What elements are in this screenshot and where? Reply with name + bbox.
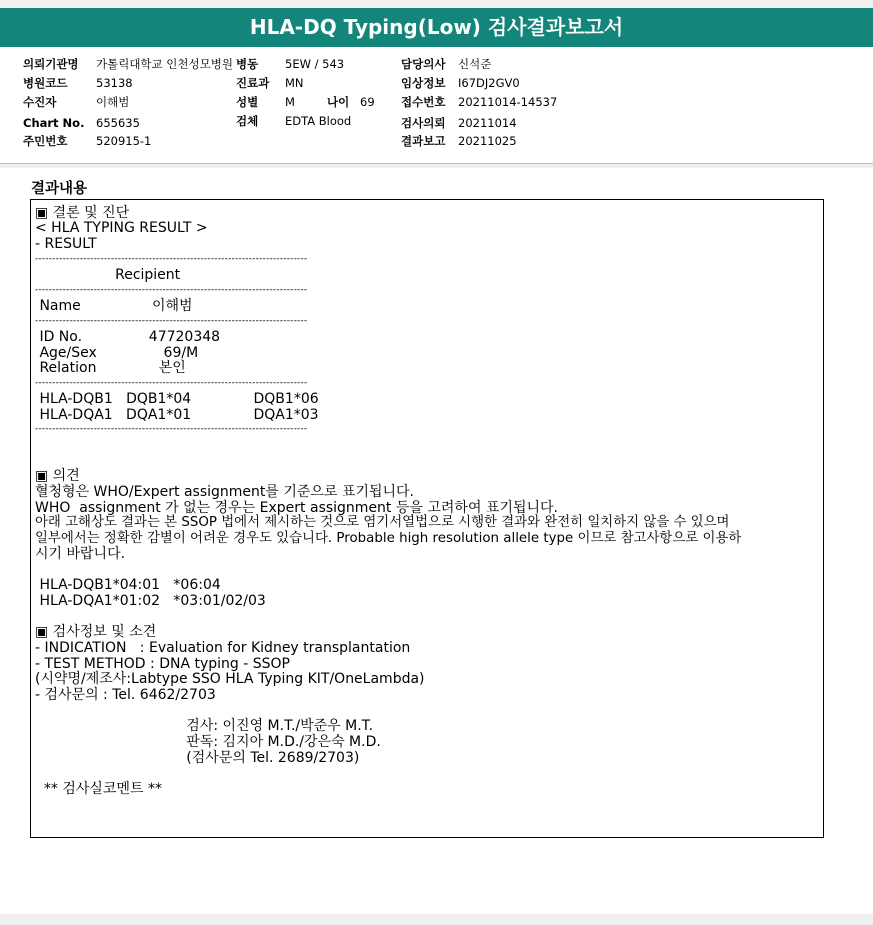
- id-row: ID No. 47720348: [35, 329, 221, 345]
- resident-no-value: 520915-1: [96, 134, 152, 148]
- divider: -------------------------------------------------------------------------------: [35, 285, 308, 295]
- divider: -------------------------------------------------------------------------------: [35, 316, 308, 326]
- report-title: HLA-DQ Typing(Low) 검사결과보고서: [0, 8, 873, 47]
- hospital-code-label: 병원코드: [23, 76, 68, 90]
- patient-label: 수진자: [23, 95, 57, 109]
- relation-row: Relation 본인: [35, 360, 186, 376]
- hla-dqa1-row: HLA-DQA1 DQA1*01 DQA1*03: [35, 407, 319, 423]
- specimen-value: EDTA Blood: [285, 114, 352, 128]
- department-label: 진료과: [236, 76, 270, 90]
- allele-dqb1-row: HLA-DQB1*04:01 *06:04: [35, 577, 221, 593]
- hospital-code-value: 53138: [96, 76, 133, 90]
- section-separator: [0, 164, 873, 168]
- reader-line: 판독: 김지아 M.D./강은숙 M.D.: [35, 734, 381, 750]
- reagent-line: (시약명/제조사:Labtype SSO HLA Typing KIT/OneLambda): [35, 671, 425, 687]
- ward-value: 5EW / 543: [285, 57, 345, 71]
- receipt-no-label: 접수번호: [401, 95, 446, 109]
- report-date-label: 결과보고: [401, 134, 446, 148]
- opinion-line: 아래 고해상도 결과는 본 SSOP 법에서 제시하는 것으로 염기서열법으로 시행한 결과와 완전히 일치하지 않을 수 있으며: [35, 515, 730, 530]
- divider: -------------------------------------------------------------------------------: [35, 378, 308, 388]
- hla-typing-result-heading: < HLA TYPING RESULT >: [35, 220, 208, 236]
- clinical-info-value: I67DJ2GV0: [458, 76, 520, 90]
- clinical-info-label: 임상정보: [401, 76, 446, 90]
- request-date-label: 검사의뢰: [401, 116, 446, 130]
- doctor-value: 신석준: [458, 57, 492, 71]
- doctor-label: 담당의사: [401, 57, 446, 71]
- opinion-line: WHO assignment 가 없는 경우는 Expert assignment 등을 고려하여 표기됩니다.: [35, 500, 558, 516]
- test-info-heading: ▣ 검사정보 및 소견: [35, 624, 157, 640]
- specimen-label: 검체: [236, 114, 259, 128]
- opinion-line: 일부에서는 정확한 감별이 어려운 경우도 있습니다. Probable high resolution allele type 이므로 참고사항으로 이용하: [35, 531, 742, 546]
- opinion-line: 시기 바랍니다.: [35, 546, 126, 562]
- chart-no-value: 655635: [96, 116, 140, 130]
- receipt-no-value: 20211014-14537: [458, 95, 558, 109]
- institution-value: 가톨릭대학교 인천성모병원: [96, 57, 233, 71]
- lab-comment-heading: ** 검사실코멘트 **: [35, 781, 162, 797]
- test-method-line: - TEST METHOD : DNA typing - SSOP: [35, 656, 290, 672]
- footer-strip: [0, 914, 873, 925]
- contact-line: (검사문의 Tel. 2689/2703): [35, 750, 360, 766]
- resident-no-label: 주민번호: [23, 134, 68, 148]
- divider: -------------------------------------------------------------------------------: [35, 254, 308, 264]
- examiner-line: 검사: 이진영 M.T./박준우 M.T.: [35, 718, 374, 734]
- patient-value: 이해범: [96, 95, 130, 109]
- top-strip: [0, 0, 873, 8]
- result-label: - RESULT: [35, 236, 97, 252]
- opinion-line: 혈청형은 WHO/Expert assignment를 기준으로 표기됩니다.: [35, 484, 414, 500]
- sex-value: M: [285, 95, 295, 109]
- result-content-box: [30, 199, 824, 838]
- ward-label: 병동: [236, 57, 259, 71]
- inquiry-line: - 검사문의 : Tel. 6462/2703: [35, 687, 216, 703]
- age-sex-row: Age/Sex 69/M: [35, 345, 199, 361]
- patient-info-panel: [0, 47, 873, 164]
- hla-dqb1-row: HLA-DQB1 DQB1*04 DQB1*06: [35, 391, 319, 407]
- recipient-header: Recipient: [35, 267, 181, 283]
- age-label: 나이: [327, 95, 350, 109]
- conclusion-heading: ▣ 결론 및 진단: [35, 205, 130, 221]
- department-value: MN: [285, 76, 304, 90]
- chart-no-label: Chart No.: [23, 116, 85, 130]
- divider: -------------------------------------------------------------------------------: [35, 424, 308, 434]
- age-value: 69: [360, 95, 375, 109]
- opinion-heading: ▣ 의견: [35, 468, 80, 484]
- request-date-value: 20211014: [458, 116, 517, 130]
- section-title: 결과내용: [31, 181, 88, 197]
- report-date-value: 20211025: [458, 134, 517, 148]
- indication-line: - INDICATION : Evaluation for Kidney transplantation: [35, 640, 411, 656]
- institution-label: 의뢰기관명: [23, 57, 79, 71]
- allele-dqa1-row: HLA-DQA1*01:02 *03:01/02/03: [35, 593, 266, 609]
- name-row: Name 이해범: [35, 298, 193, 314]
- sex-label: 성별: [236, 95, 259, 109]
